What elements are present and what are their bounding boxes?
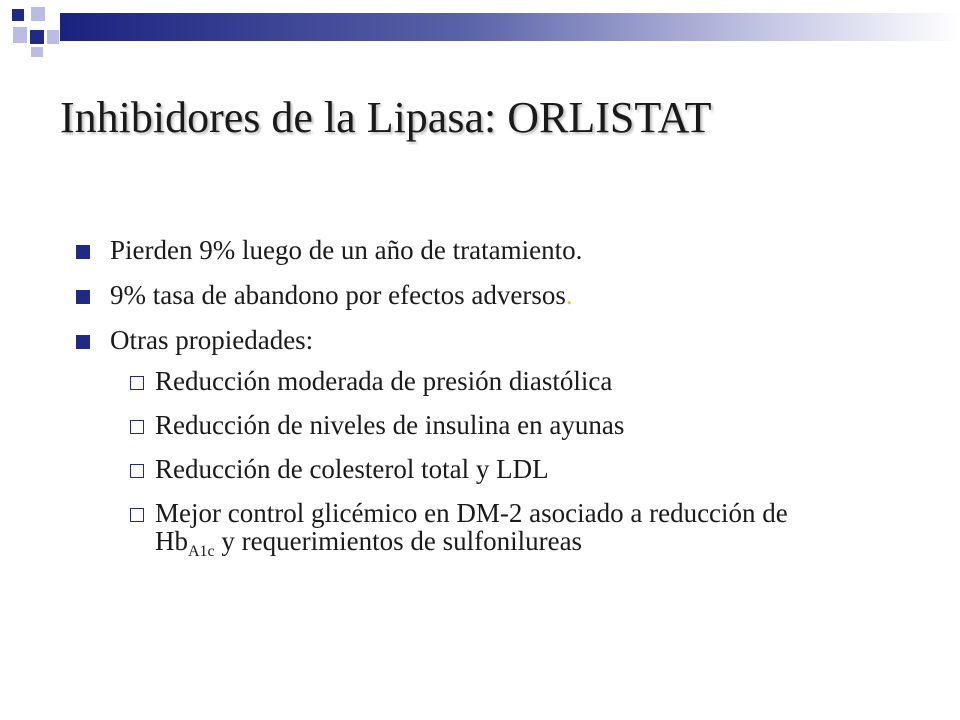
bullet-item <box>76 324 936 357</box>
sub-bullet-list <box>130 367 936 566</box>
square-bullet-icon <box>76 290 90 304</box>
decorative-square <box>12 9 24 21</box>
sub-bullet-text: Reducción de colesterol total y LDL <box>155 454 549 484</box>
sub-bullet-text: Mejor control glicémico en DM-2 asociado a reducción de $Hb_{A1c}$ y requerimientos de sulfonilureas <box>155 498 788 560</box>
bullet-text: 9% tasa de abandono por efectos adversos. <box>110 280 573 310</box>
bullet-item <box>76 279 936 312</box>
sub-bullet-item <box>130 367 936 395</box>
header-gradient-bar <box>60 13 960 41</box>
decorative-square <box>47 30 59 44</box>
decorative-square <box>13 27 27 43</box>
hollow-square-bullet-icon <box>130 376 144 390</box>
slide-title: Inhibidores de la Lipasa: ORLISTAT <box>60 93 712 142</box>
sub-bullet-text: Reducción de niveles de insulina en ayunas <box>155 410 625 440</box>
slide-content <box>76 234 936 582</box>
hollow-square-bullet-icon <box>130 420 144 434</box>
hba1c-subscript: A1c <box>188 543 215 560</box>
decorative-square <box>30 30 44 44</box>
bullet-text: Pierden 9% luego de un año de tratamiento. <box>110 235 583 265</box>
sub-bullet-item <box>130 499 936 566</box>
square-bullet-icon <box>76 335 90 349</box>
square-bullet-icon <box>76 245 90 259</box>
bullet-item <box>76 234 936 267</box>
sub-bullet-text: Reducción moderada de presión diastólica <box>155 366 613 396</box>
highlight-period: . <box>565 280 573 310</box>
hollow-square-bullet-icon <box>130 508 144 522</box>
sub-bullet-item <box>130 455 936 483</box>
decorative-square <box>31 7 45 21</box>
sub-bullet-item <box>130 411 936 439</box>
bullet-text: Otras propiedades: <box>110 325 314 355</box>
decorative-square <box>31 47 43 57</box>
hollow-square-bullet-icon <box>130 464 144 478</box>
